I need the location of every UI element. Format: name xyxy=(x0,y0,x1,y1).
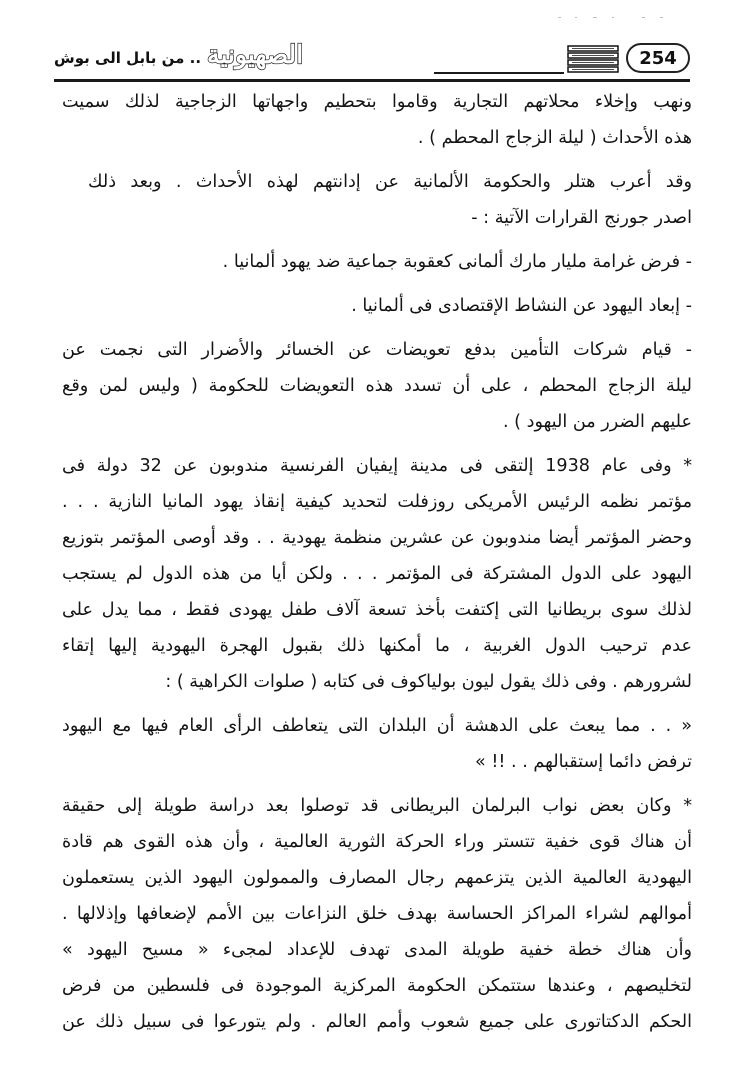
text-line: - إبعاد اليهود عن النشاط الإقتصادى فى ألمانيا . xyxy=(351,296,692,316)
text-line: أن هناك قوى خفية تتستر وراء الحركة الثورية العالمية ، وأن هذه القوى هم قادة xyxy=(62,832,692,852)
quote-line: ترفض دائما إستقبالهم . . !! » xyxy=(474,752,692,772)
text-line: * وفى عام 1938 إلتقى فى مدينة إيفيان الفرنسية مندوبون عن 32 دولة فى xyxy=(62,456,692,476)
text-line: ليلة الزجاج المحطم ، على أن تسدد هذه التعويضات للحكومة ( وليس لمن وقع xyxy=(62,376,692,396)
text-line: أموالهم لشراء المراكز الحساسة بهدف خلق النزاعات بين الأمم لإضعافها وإذلالها . xyxy=(62,904,692,924)
text-line: وأن هناك خطة خفية طويلة المدى تهدف للإعداد لمجىء « مسيح اليهود » xyxy=(62,940,692,960)
text-line: * وكان بعض نواب البرلمان البريطانى قد توصلوا بعد دراسة طويلة إلى حقيقة xyxy=(62,796,692,816)
text-line: اليهودية العالمية الذين يتزعمهم رجال المصارف والممولون اليهود الذين يستعملون xyxy=(62,868,692,888)
text-line: لذلك سوى بريطانيا التى إكتفت بأخذ تسعة آلاف طفل يهودى فقط ، مما يدل على xyxy=(62,600,692,620)
header-rule xyxy=(54,79,690,82)
text-line: عدم ترحيب الدول الغربية ، ما أمكنها ذلك بقبول الهجرة اليهودية إليها إتقاء xyxy=(62,636,692,656)
text-line: لتخليصهم ، وعندها ستتمكن الحكومة المركزية الموجودة فى فلسطين من فرض xyxy=(62,976,692,996)
scan-speck xyxy=(575,17,577,18)
text-line: - فرض غرامة مليار مارك ألمانى كعقوبة جماعية ضد يهود ألمانيا . xyxy=(222,252,692,272)
text-line: اليهود على الدول المشتركة فى المؤتمر . . . ولكن أيا من هذه الدول لم يستجب xyxy=(62,564,692,584)
book-stack-icon xyxy=(566,42,620,74)
running-title xyxy=(54,40,374,76)
text-line: عليهم الضرر من اليهود ) . xyxy=(503,412,692,432)
page-header xyxy=(54,36,690,88)
text-line: اصدر جورنج القرارات الآتية : - xyxy=(471,208,692,228)
header-rule-upper xyxy=(434,72,564,74)
scan-speck xyxy=(612,17,614,18)
text-line: ونهب وإخلاء محلاتهم التجارية وقاموا بتحطيم واجهاتها الزجاجية لذلك سميت xyxy=(62,92,692,112)
text-line: وحضر المؤتمر أيضا مندوبون عن عشرين منظمة يهودية . . وقد أوصى المؤتمر بتوزيع xyxy=(62,528,692,548)
quote-line: « . . مما يبعث على الدهشة أن البلدان التى يتعاطف الرأى العام فيها مع اليهود xyxy=(62,716,692,736)
text-line: مؤتمر نظمه الرئيس الأمريكى روزفلت لتحديد كيفية إنقاذ يهود المانيا النازية . . . xyxy=(62,492,692,512)
scan-speck xyxy=(558,17,561,18)
text-line: الحكم الدكتاتورى على جميع شعوب وأمم العالم . ولم يتورعوا فى سبيل ذلك عن xyxy=(62,1012,692,1032)
scan-speck xyxy=(593,17,597,18)
book-subtitle: .. من بابل الى بوش xyxy=(54,49,202,67)
scan-speck xyxy=(660,17,663,18)
text-line: - قيام شركات التأمين بدفع تعويضات عن الخسائر والأضرار التى نجمت عن xyxy=(62,340,692,360)
text-line: لشرورهم . وفى ذلك يقول ليون بولياكوف فى كتابه ( صلوات الكراهية ) : xyxy=(165,672,692,692)
page-number: 254 xyxy=(626,43,690,73)
book-title: الصهيونية xyxy=(207,40,304,69)
text-line: هذه الأحداث ( ليلة الزجاج المحطم ) . xyxy=(417,128,692,148)
scan-speck xyxy=(642,17,645,18)
text-line: وقد أعرب هتلر والحكومة الألمانية عن إدانتهم لهذه الأحداث . وبعد ذلك xyxy=(88,172,692,192)
